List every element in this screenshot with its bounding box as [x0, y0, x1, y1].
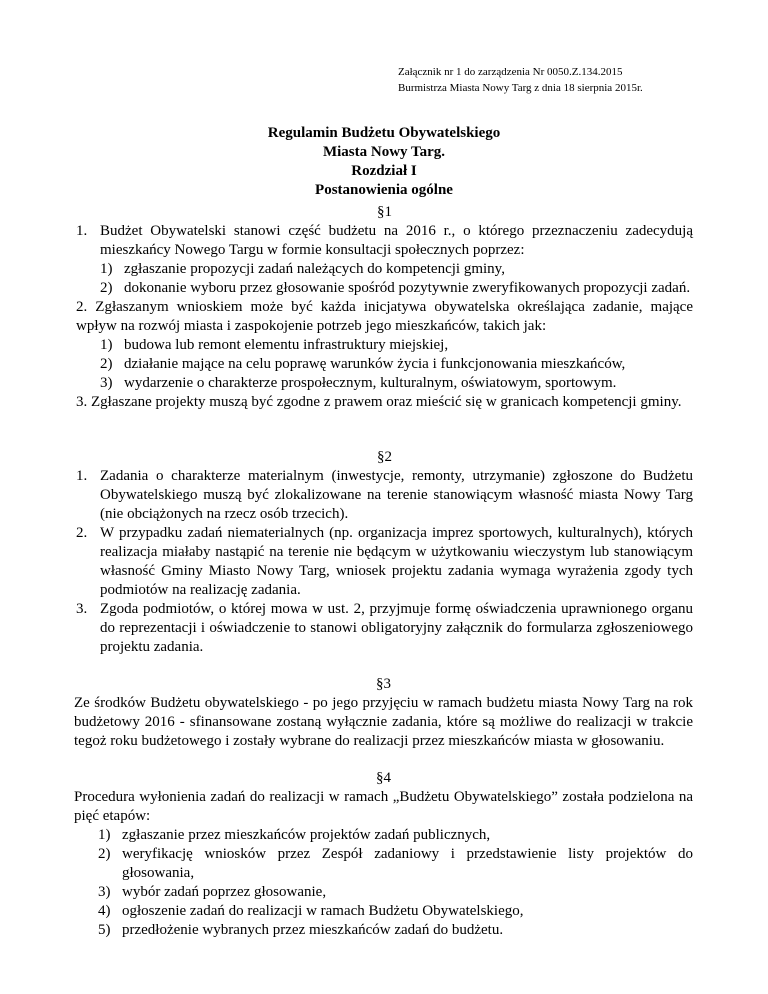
section-1 — [76, 203, 693, 412]
list-item-text: Zadania o charakterze materialnym (inwestycje, remonty, utrzymanie) zgłoszone do Budżetu Obywatelskiego muszą być zlokalizowane na terenie stanowiącym własność miasta Nowy Targ (nie obciążonych na rzecz osób trzecich). — [100, 468, 693, 522]
section-1-p2-subitem-1 — [76, 336, 693, 355]
section-1-subitem-1 — [76, 260, 693, 279]
subitem-number: 2) — [100, 356, 113, 372]
attachment-line-2: Burmistrza Miasta Nowy Targ z dnia 18 sierpnia 2015r. — [398, 82, 643, 94]
section-1-paragraph-2: 2. Zgłaszanym wnioskiem może być każda inicjatywa obywatelska określająca zadanie, mające wpływ na rozwój miasta i zaspokojenie potrzeb jego mieszkańców, takich jak: — [76, 299, 693, 334]
list-item-text: W przypadku zadań niematerialnych (np. organizacja imprez sportowych, kulturalnych), których realizacja miałaby nastąpić na terenie nie będącym w użytkowaniu wieczystym lub stanowiącym własność Gminy Miasto Nowy Targ, wniosek projektu zadania wymaga wyrażenia zgody tych podmiotów na realizację zadania. — [100, 525, 693, 598]
subitem-number: 1) — [100, 337, 113, 353]
section-3 — [74, 675, 693, 751]
subitem-number: 1) — [100, 261, 113, 277]
section-2 — [76, 448, 693, 657]
list-number: 3. — [76, 601, 88, 617]
section-4-item-2 — [74, 845, 693, 883]
section-1-paragraph-3: 3. Zgłaszane projekty muszą być zgodne z prawem oraz mieścić się w granicach kompetencji gminy. — [76, 394, 682, 410]
subitem-number: 5) — [98, 922, 111, 938]
chapter-subtitle: Postanowienia ogólne — [315, 182, 453, 198]
subitem-number: 3) — [100, 375, 113, 391]
section-3-mark: §3 — [376, 676, 391, 692]
title-line-1: Regulamin Budżetu Obywatelskiego — [267, 125, 501, 141]
attachment-line-1: Załącznik nr 1 do zarządzenia Nr 0050.Z.134.2015 — [398, 66, 623, 78]
section-4-item-1 — [74, 826, 693, 845]
subitem-text: ogłoszenie zadań do realizacji w ramach Budżetu Obywatelskiego, — [122, 903, 524, 919]
list-item-text: Budżet Obywatelski stanowi część budżetu na 2016 r., o którego przeznaczeniu zadecydują mieszkańcy Nowego Targu w formie konsultacji społecznych poprzez: — [100, 223, 693, 258]
subitem-number: 2) — [100, 280, 113, 296]
list-item-text: Zgoda podmiotów, o której mowa w ust. 2, przyjmuje formę oświadczenia uprawnionego organu do reprezentacji i oświadczenie to stanowi obligatoryjny załącznik do formularza zgłoszeniowego projektu zadania. — [100, 601, 693, 655]
subitem-number: 3) — [98, 884, 111, 900]
subitem-text: dokonanie wyboru przez głosowanie spośród pozytywnie zweryfikowanych propozycji zadań. — [124, 280, 691, 296]
section-2-list — [76, 467, 693, 657]
section-2-item-1 — [76, 467, 693, 524]
subitem-number: 1) — [98, 827, 111, 843]
section-4-text: Procedura wyłonienia zadań do realizacji w ramach „Budżetu Obywatelskiego” została podzielona na pięć etapów: — [74, 789, 693, 824]
document-body — [76, 203, 693, 940]
section-1-mark: §1 — [377, 204, 392, 220]
section-2-item-3 — [76, 600, 693, 657]
subitem-text: wydarzenie o charakterze prospołecznym, kulturalnym, oświatowym, sportowym. — [124, 375, 617, 391]
section-4 — [74, 769, 693, 940]
subitem-text: zgłaszanie przez mieszkańców projektów zadań publicznych, — [122, 827, 491, 843]
section-1-subitem-2 — [76, 279, 693, 298]
chapter-heading: Rozdział I — [351, 163, 417, 179]
section-1-item-1 — [76, 222, 693, 260]
section-3-text: Ze środków Budżetu obywatelskiego - po jego przyjęciu w ramach budżetu miasta Nowy Targ na rok budżetowy 2016 - sfinansowane zostaną wyłącznie zadania, które są możliwe do realizacji w trakcie tegoż roku budżetowego i zostały wybrane do realizacji przez mieszkańców miasta w głosowaniu. — [74, 695, 693, 749]
section-4-item-4 — [74, 902, 693, 921]
subitem-text: działanie mające na celu poprawę warunków życia i funkcjonowania mieszkańców, — [124, 356, 626, 372]
section-2-mark: §2 — [377, 449, 392, 465]
section-4-mark: §4 — [376, 770, 391, 786]
subitem-text: zgłaszanie propozycji zadań należących do kompetencji gminy, — [124, 261, 505, 277]
subitem-number: 4) — [98, 903, 111, 919]
document-title — [0, 124, 768, 200]
subitem-text: budowa lub remont elementu infrastruktury miejskiej, — [124, 337, 449, 353]
subitem-text: przedłożenie wybranych przez mieszkańców zadań do budżetu. — [122, 922, 504, 938]
subitem-text: wybór zadań poprzez głosowanie, — [122, 884, 327, 900]
list-number: 2. — [76, 525, 88, 541]
section-1-p2-subitem-2 — [76, 355, 693, 374]
section-4-item-5 — [74, 921, 693, 940]
section-1-list — [76, 222, 693, 260]
attachment-note — [398, 64, 643, 96]
subitem-text: weryfikację wniosków przez Zespół zadaniowy i przedstawienie listy projektów do głosowania, — [122, 846, 693, 881]
section-1-p2-subitem-3 — [76, 374, 693, 393]
section-2-item-2 — [76, 524, 693, 600]
title-line-2: Miasta Nowy Targ. — [322, 144, 446, 160]
section-4-item-3 — [74, 883, 693, 902]
list-number: 1. — [76, 223, 88, 239]
list-number: 1. — [76, 468, 88, 484]
subitem-number: 2) — [98, 846, 111, 862]
